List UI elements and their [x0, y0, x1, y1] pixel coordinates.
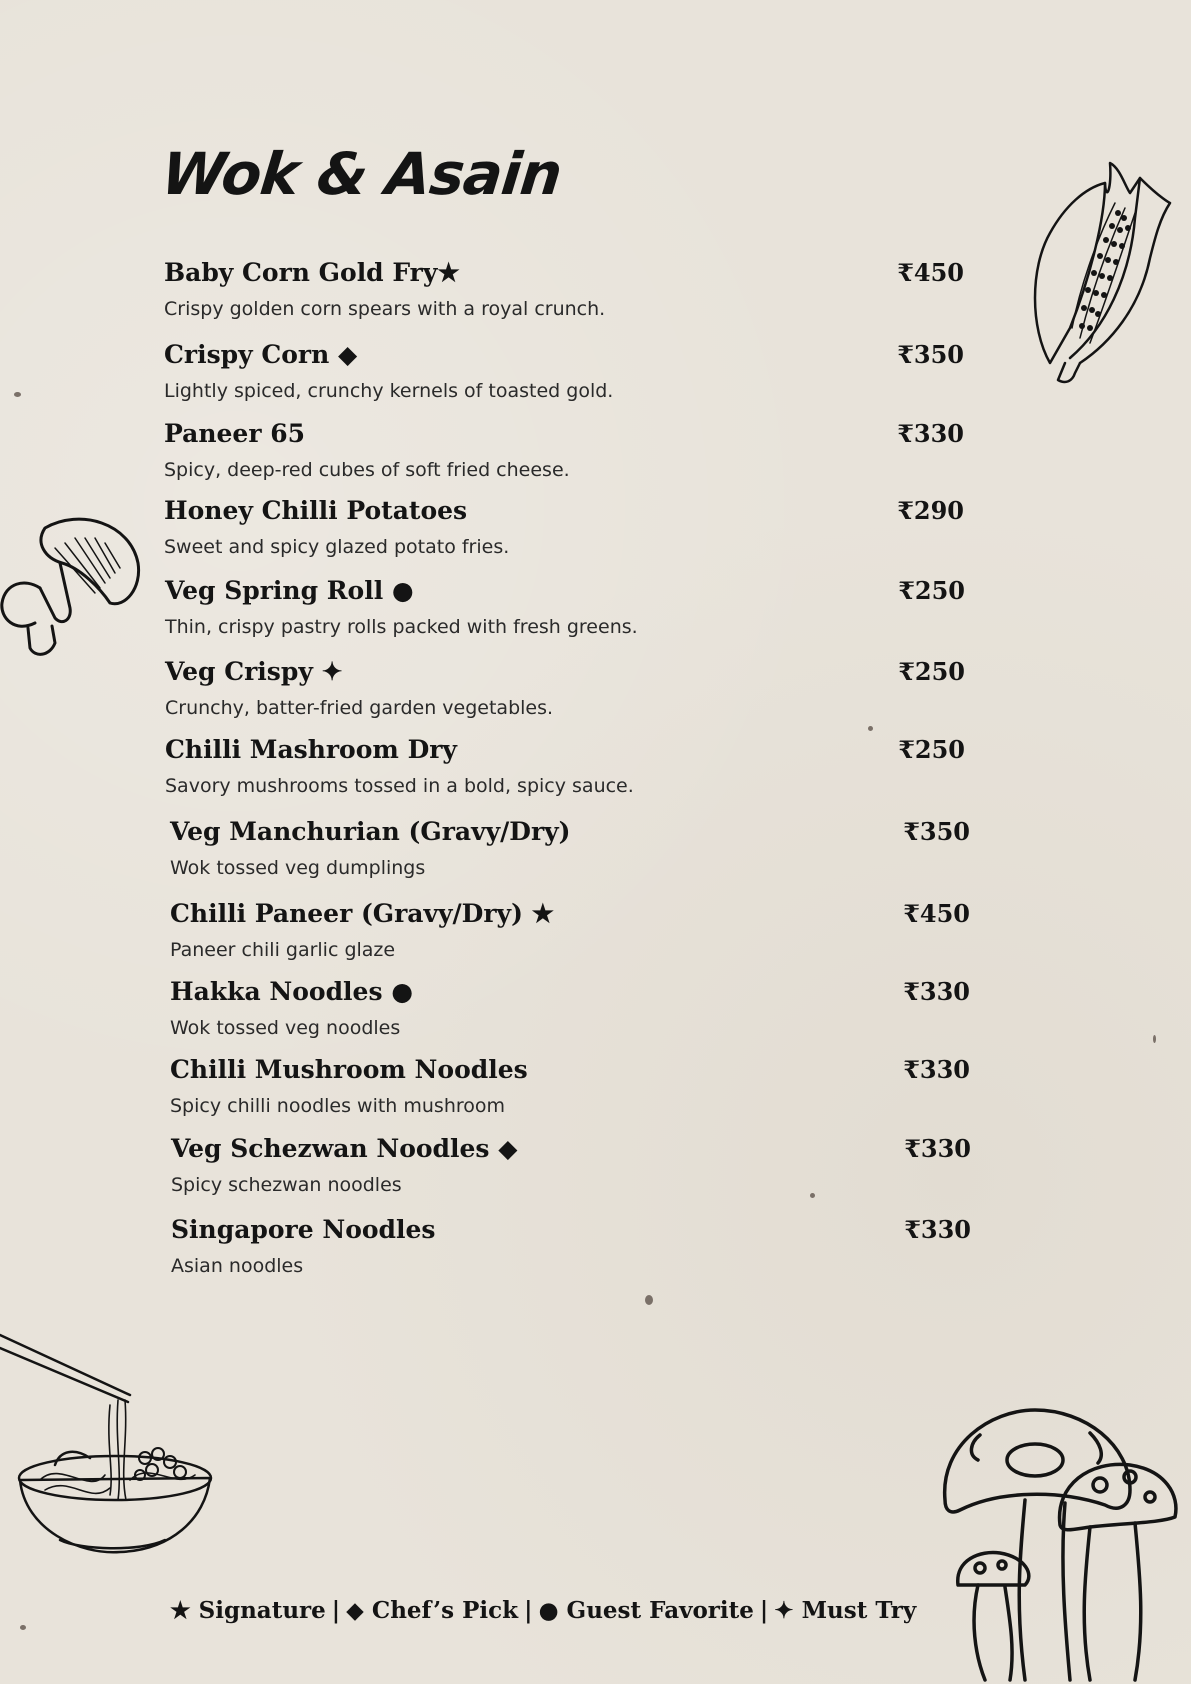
menu-item-description: Sweet and spicy glazed potato fries.	[164, 536, 510, 558]
corn-icon	[1010, 158, 1180, 388]
menu-item-price: ₹330	[903, 977, 970, 1006]
menu-item-description: Wok tossed veg noodles	[170, 1017, 401, 1039]
menu-item	[170, 1055, 970, 1125]
menu-item-name: Chilli Mashroom Dry	[165, 735, 457, 764]
legend-item-guest-favorite: ● Guest Favorite	[538, 1597, 754, 1624]
menu-item-price: ₹250	[898, 735, 965, 764]
menu-item-name: Chilli Paneer (Gravy/Dry) ★	[170, 899, 555, 928]
menu-item-description: Asian noodles	[171, 1255, 304, 1277]
legend-item-must-try: ✦ Must Try	[774, 1597, 917, 1624]
mushroom-icon	[0, 508, 145, 658]
noodle-bowl-icon	[0, 1330, 215, 1555]
menu-item	[164, 258, 964, 328]
menu-item-name: Veg Spring Roll ●	[165, 576, 414, 605]
menu-item-description: Spicy, deep-red cubes of soft fried cheese.	[164, 459, 570, 481]
item-mark: ★	[531, 899, 555, 928]
menu-item-name: Singapore Noodles	[171, 1215, 436, 1244]
menu-item	[165, 657, 965, 727]
menu-item	[170, 817, 970, 887]
item-mark: ●	[391, 977, 414, 1006]
item-mark: ◆	[498, 1134, 518, 1163]
menu-item-description: Lightly spiced, crunchy kernels of toasted gold.	[164, 380, 614, 402]
menu-item-price: ₹450	[903, 899, 970, 928]
menu-item-price: ₹250	[898, 657, 965, 686]
menu-item-name: Veg Crispy ✦	[165, 657, 343, 686]
legend-item-chefs-pick: ◆ Chef’s Pick	[346, 1597, 519, 1624]
menu-item-description: Spicy chilli noodles with mushroom	[170, 1095, 506, 1117]
menu-item-name: Paneer 65	[164, 419, 305, 448]
menu-item-name: Baby Corn Gold Fry★	[164, 258, 460, 287]
menu-item	[165, 735, 965, 805]
paper-speck	[20, 1625, 26, 1630]
menu-item-price: ₹350	[897, 340, 964, 369]
menu-item-price: ₹450	[897, 258, 964, 287]
menu-item-name: Veg Manchurian (Gravy/Dry)	[170, 817, 571, 846]
menu-item-price: ₹290	[897, 496, 964, 525]
menu-item-price: ₹330	[904, 1134, 971, 1163]
menu-item	[170, 899, 970, 969]
item-mark: ◆	[338, 340, 358, 369]
menu-item	[171, 1134, 971, 1204]
menu-item-description: Crunchy, batter-fried garden vegetables.	[165, 697, 554, 719]
paper-speck	[1153, 1035, 1156, 1043]
menu-item-price: ₹330	[903, 1055, 970, 1084]
menu-item-description: Spicy schezwan noodles	[171, 1174, 402, 1196]
menu-item-name: Hakka Noodles ●	[170, 977, 414, 1006]
legend-separator: |	[331, 1597, 341, 1624]
menu-item-description: Savory mushrooms tossed in a bold, spicy sauce.	[165, 775, 634, 797]
menu-item-price: ₹350	[903, 817, 970, 846]
menu-item-name: Crispy Corn ◆	[164, 340, 358, 369]
menu-item-price: ₹330	[904, 1215, 971, 1244]
menu-item-name: Veg Schezwan Noodles ◆	[171, 1134, 518, 1163]
item-mark: ✦	[321, 657, 343, 686]
item-mark: ●	[391, 576, 414, 605]
menu-item	[170, 977, 970, 1047]
menu-item	[164, 340, 964, 410]
mushroom-cluster-icon	[940, 1405, 1185, 1684]
menu-item-price: ₹250	[898, 576, 965, 605]
paper-speck	[14, 392, 21, 397]
menu-item-name: Chilli Mushroom Noodles	[170, 1055, 528, 1084]
menu-item-name: Honey Chilli Potatoes	[164, 496, 468, 525]
menu-item	[164, 419, 964, 489]
legend-item-signature: ★ Signature	[170, 1597, 326, 1624]
menu-item	[171, 1215, 971, 1285]
item-mark: ★	[437, 258, 460, 287]
paper-speck	[645, 1295, 653, 1305]
menu-item-description: Paneer chili garlic glaze	[170, 939, 396, 961]
menu-item-description: Thin, crispy pastry rolls packed with fresh greens.	[165, 616, 638, 638]
menu-title: Wok & Asain	[158, 140, 565, 208]
legend-separator: |	[524, 1597, 533, 1624]
menu-item	[165, 576, 965, 646]
menu-item-description: Crispy golden corn spears with a royal crunch.	[164, 298, 606, 320]
menu-item	[164, 496, 964, 566]
legend	[170, 1597, 916, 1624]
menu-item-price: ₹330	[897, 419, 964, 448]
menu-item-description: Wok tossed veg dumplings	[170, 857, 426, 879]
legend-separator: |	[759, 1597, 769, 1624]
